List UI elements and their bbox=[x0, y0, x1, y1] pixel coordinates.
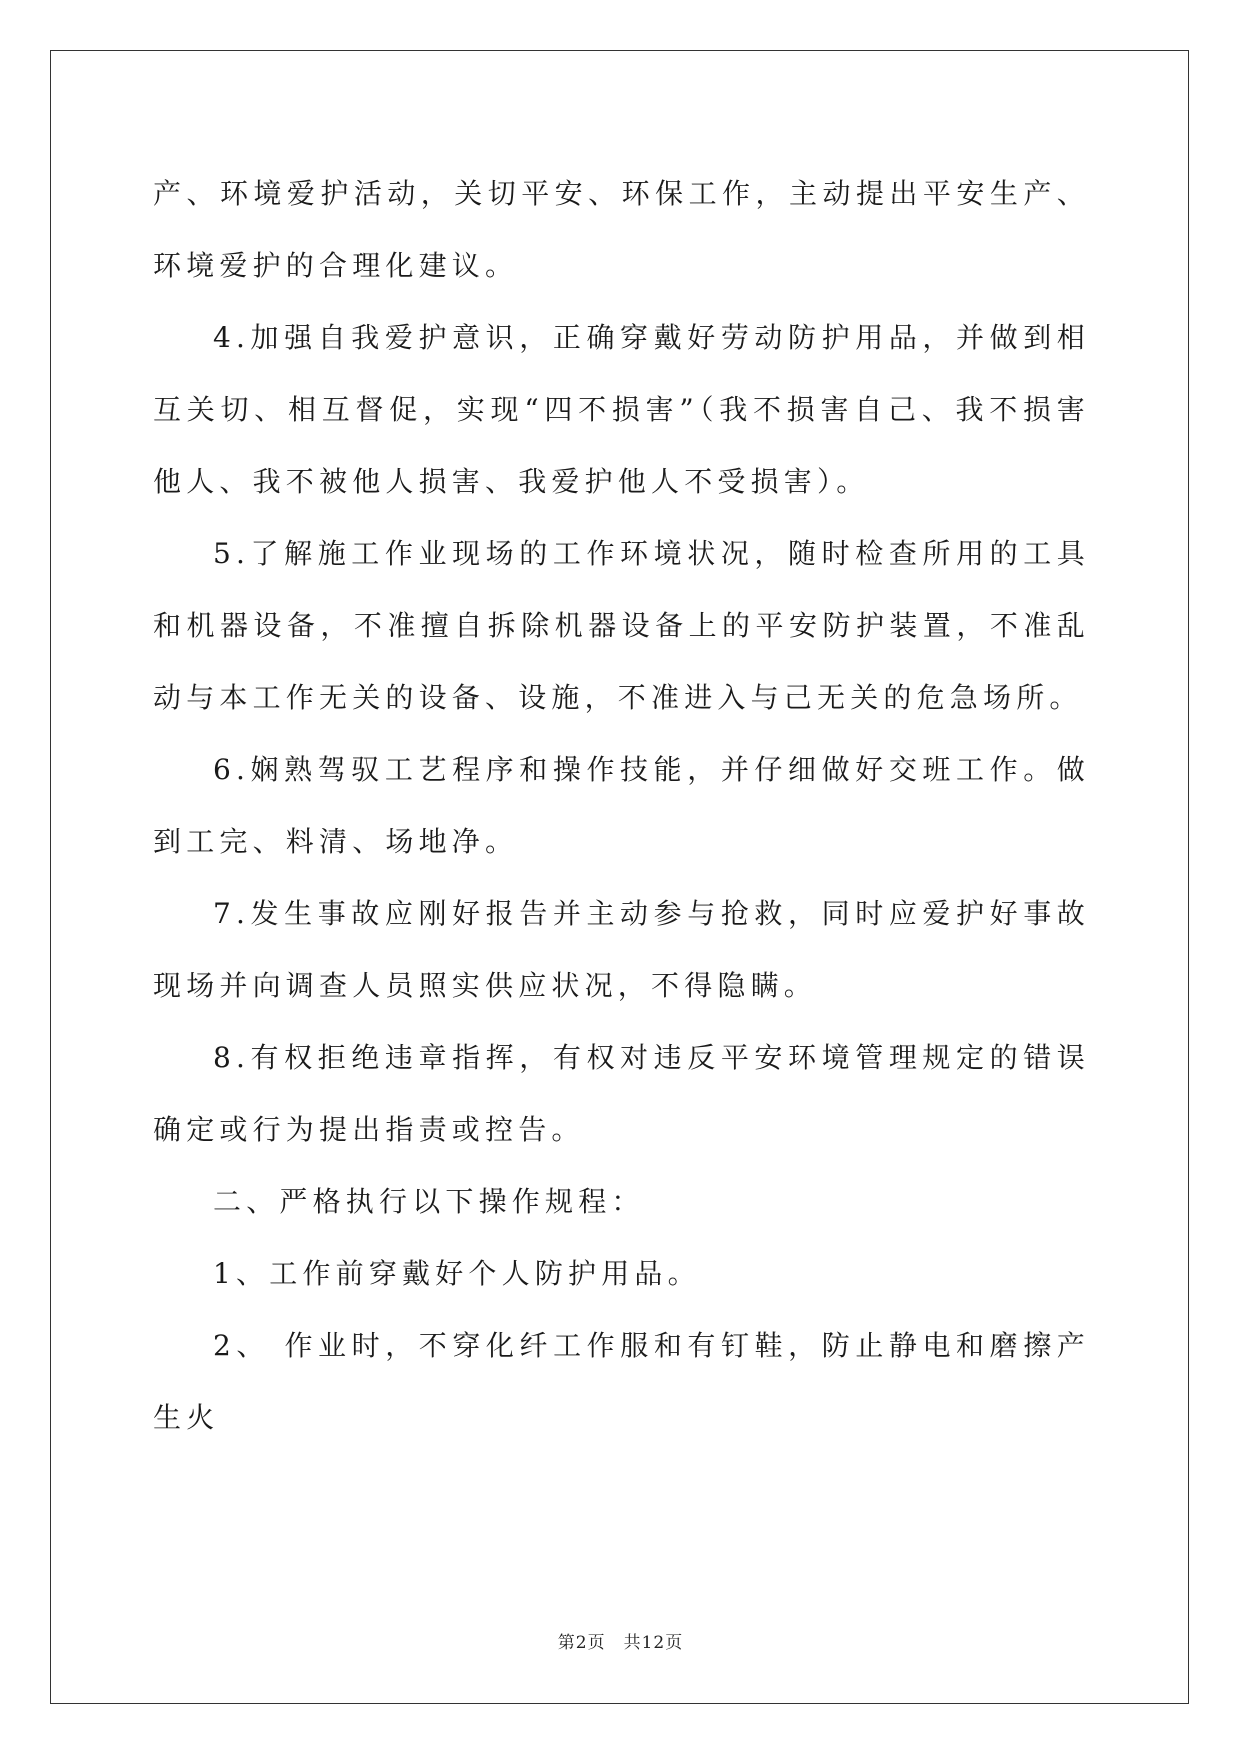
page-number: 第2页 bbox=[557, 1633, 606, 1653]
paragraph-item-4: 4.加强自我爱护意识，正确穿戴好劳动防护用品，并做到相互关切、相互督促，实现“四不损害”（我不损害自己、我不损害他人、我不被他人损害、我爱护他人不受损害）。 bbox=[153, 321, 1090, 498]
paragraph-item-6: 6.娴熟驾驭工艺程序和操作技能，并仔细做好交班工作。做到工完、料清、场地净。 bbox=[153, 753, 1090, 858]
procedure-item-2: 2、 作业时，不穿化纤工作服和有钉鞋，防止静电和磨擦产生火 bbox=[153, 1329, 1090, 1434]
page-footer bbox=[0, 1628, 1241, 1653]
document-body bbox=[153, 158, 1090, 1454]
paragraph-item-5: 5.了解施工作业现场的工作环境状况，随时检查所用的工具和机器设备，不准擅自拆除机器设备上的平安防护装置，不准乱动与本工作无关的设备、设施，不准进入与己无关的危急场所。 bbox=[153, 537, 1090, 714]
paragraph-item-7: 7.发生事故应刚好报告并主动参与抢救，同时应爱护好事故现场并向调查人员照实供应状况，不得隐瞒。 bbox=[153, 897, 1090, 1002]
page-total: 共12页 bbox=[623, 1633, 684, 1653]
paragraph-item-8: 8.有权拒绝违章指挥，有权对违反平安环境管理规定的错误确定或行为提出指责或控告。 bbox=[153, 1041, 1090, 1146]
procedure-item-1: 1、工作前穿戴好个人防护用品。 bbox=[213, 1257, 701, 1290]
paragraph-continued: 产、环境爱护活动，关切平安、环保工作，主动提出平安生产、环境爱护的合理化建议。 bbox=[153, 177, 1090, 282]
section-heading-2: 二、严格执行以下操作规程： bbox=[213, 1185, 645, 1218]
